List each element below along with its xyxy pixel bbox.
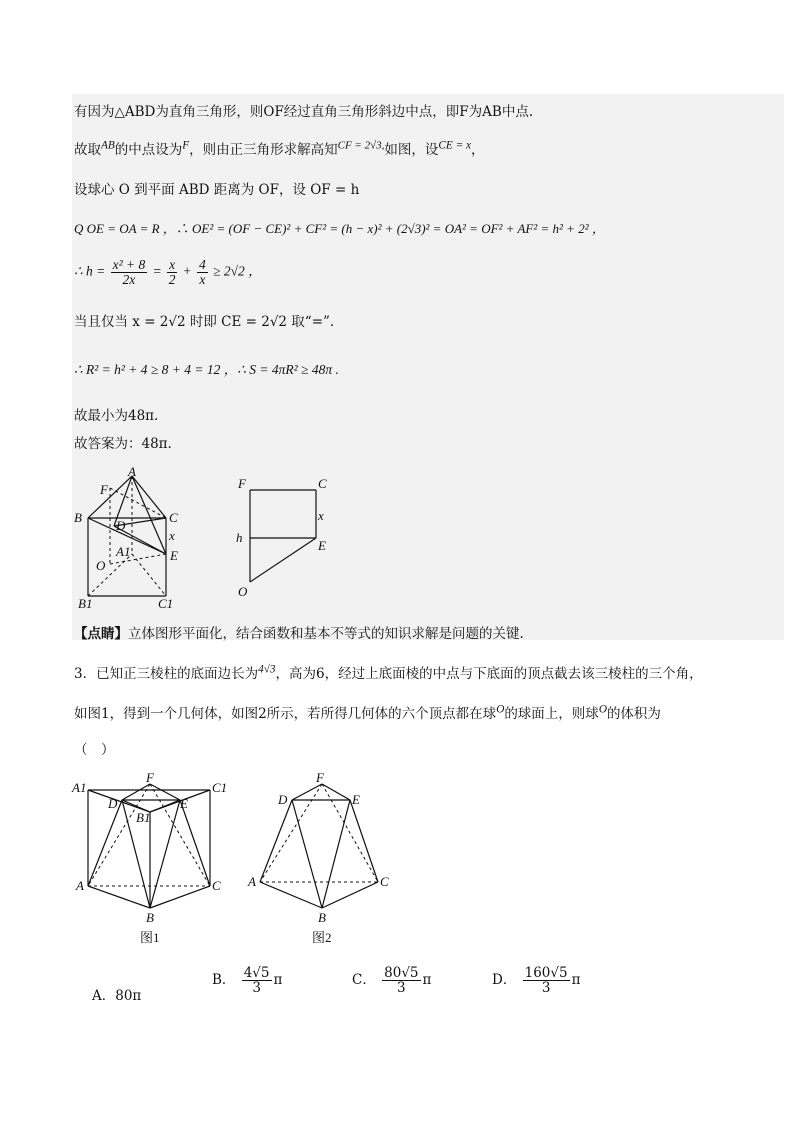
solution-line-2 bbox=[74, 138, 485, 158]
label-x: x bbox=[318, 508, 324, 523]
solution-line-1: 有因为△ABD为直角三角形，则OF经过直角三角形斜边中点，即F为AB中点. bbox=[74, 104, 534, 120]
option-a-value: 80π bbox=[115, 988, 142, 1004]
question-line-3: （ ） bbox=[74, 742, 115, 758]
text: ≥ 2√2 ， bbox=[213, 263, 262, 279]
label-e: E bbox=[318, 538, 326, 553]
option-a-label: A． bbox=[92, 988, 116, 1004]
text: 的球面上，则球 bbox=[504, 706, 599, 722]
label-d: D bbox=[278, 792, 288, 807]
solution-line-5 bbox=[74, 258, 262, 287]
solution-line-4: Q OE = OA = R ，∴ OE² = (OF − CE)² + CF² = (h − x)² + (2√3)² = OA² = OF² + AF² = h² + 2² ， bbox=[74, 221, 605, 236]
denominator: x bbox=[199, 272, 206, 287]
label-b: B bbox=[74, 510, 82, 525]
label-f: F bbox=[146, 770, 154, 785]
numerator: 4√5 bbox=[243, 965, 270, 981]
figure-1 bbox=[70, 770, 230, 948]
question-line-2 bbox=[74, 702, 661, 722]
solution-line-8: 故最小为48π. bbox=[74, 408, 159, 424]
figure-2 bbox=[246, 770, 396, 948]
numerator: x bbox=[169, 257, 176, 272]
numerator: 80√5 bbox=[384, 965, 419, 981]
label-c: C bbox=[380, 874, 389, 889]
option-b[interactable] bbox=[212, 966, 282, 995]
pi: π bbox=[273, 972, 283, 988]
math-cf: CF = 2√3, bbox=[337, 139, 385, 152]
label-c1: C1 bbox=[212, 780, 228, 795]
label-f: F bbox=[316, 770, 324, 785]
text: + bbox=[182, 263, 192, 279]
text: 如图1，得到一个几何体，如图2所示，若所得几何体的六个顶点都在球 bbox=[74, 706, 497, 722]
denominator: 2x bbox=[122, 272, 136, 287]
label-a: A bbox=[248, 874, 256, 889]
label-a1: A1 bbox=[72, 780, 87, 795]
pi: π bbox=[422, 972, 432, 988]
label-x: x bbox=[169, 528, 175, 543]
label-a: A bbox=[76, 878, 84, 893]
numerator: x² + 8 bbox=[112, 257, 146, 272]
option-b-label: B． bbox=[212, 972, 236, 988]
solution-line-7: ∴ R² = h² + 4 ≥ 8 + 4 = 12 ，∴ S = 4πR² ≥ 48π . bbox=[74, 362, 339, 377]
fraction bbox=[167, 258, 177, 287]
label-b1: B1 bbox=[78, 596, 93, 611]
denominator: 3 bbox=[397, 980, 406, 996]
text: ∴ h = bbox=[74, 263, 106, 279]
text: ，则由正三角形求解高知 bbox=[189, 142, 338, 158]
text: = bbox=[152, 263, 162, 279]
tip-text: 立体图形平面化，结合函数和基本不等式的知识求解是问题的关键. bbox=[128, 626, 524, 642]
fraction bbox=[111, 258, 148, 287]
label-h: h bbox=[236, 530, 243, 545]
figure-2-caption: 图2 bbox=[312, 930, 332, 945]
math-o: O bbox=[496, 703, 505, 716]
numerator: 4 bbox=[198, 257, 206, 272]
label-d: D bbox=[116, 518, 126, 533]
label-o: O bbox=[238, 584, 248, 599]
label-b1: B1 bbox=[136, 810, 151, 825]
option-d[interactable] bbox=[492, 966, 580, 995]
question-line-1 bbox=[74, 662, 703, 682]
label-e: E bbox=[352, 792, 360, 807]
label-c1: C1 bbox=[158, 596, 174, 611]
text: 3．已知正三棱柱的底面边长为 bbox=[74, 666, 259, 682]
option-c-label: C． bbox=[352, 972, 376, 988]
math-ab: AB bbox=[101, 139, 115, 152]
text: 故取 bbox=[74, 142, 101, 158]
label-f: F bbox=[100, 482, 108, 497]
text: 的体积为 bbox=[606, 706, 661, 722]
option-c-fraction bbox=[382, 966, 420, 995]
option-d-fraction bbox=[523, 966, 570, 995]
text: ，高为6，经过上底面棱的中点与下底面的顶点截去该三棱柱的三个角， bbox=[275, 666, 703, 682]
label-b: B bbox=[318, 910, 326, 925]
denominator: 3 bbox=[252, 980, 261, 996]
label-d: D bbox=[108, 796, 118, 811]
solution-line-3: 设球心 O 到平面 ABD 距离为 OF，设 OF = h bbox=[74, 182, 360, 198]
text: 如图，设 bbox=[384, 142, 439, 158]
math-ce: CE = x bbox=[438, 139, 471, 152]
label-c: C bbox=[212, 878, 221, 893]
option-b-fraction bbox=[242, 966, 272, 995]
label-o: O bbox=[96, 558, 106, 573]
math-side: 4√3 bbox=[258, 663, 276, 676]
tip-line bbox=[74, 622, 524, 642]
fraction bbox=[197, 258, 208, 287]
option-a[interactable] bbox=[92, 984, 141, 1004]
label-a1: A1 bbox=[116, 544, 131, 559]
option-d-label: D． bbox=[492, 972, 517, 988]
label-e: E bbox=[170, 548, 178, 563]
solution-line-9: 故答案为：48π. bbox=[74, 436, 172, 452]
label-e: E bbox=[180, 796, 188, 811]
numerator: 160√5 bbox=[524, 965, 568, 981]
denominator: 3 bbox=[541, 980, 551, 996]
solution-line-6: 当且仅当 x = 2√2 时即 CE = 2√2 取“=”. bbox=[74, 314, 335, 330]
tip-label: 【点睛】 bbox=[74, 626, 128, 642]
math-f: F bbox=[182, 139, 190, 152]
option-c[interactable] bbox=[352, 966, 431, 995]
figure-1-caption: 图1 bbox=[140, 930, 160, 945]
text: ， bbox=[471, 142, 485, 158]
text: 的中点设为 bbox=[114, 142, 183, 158]
denominator: 2 bbox=[168, 272, 176, 287]
label-c: C bbox=[169, 510, 178, 525]
label-a: A bbox=[128, 466, 136, 479]
section-figure-b bbox=[232, 470, 332, 606]
math-o: O bbox=[598, 703, 607, 716]
prism-figure-a bbox=[74, 466, 234, 616]
label-f: F bbox=[238, 476, 246, 491]
pi: π bbox=[571, 972, 581, 988]
label-b: B bbox=[146, 910, 154, 925]
label-c: C bbox=[318, 476, 327, 491]
